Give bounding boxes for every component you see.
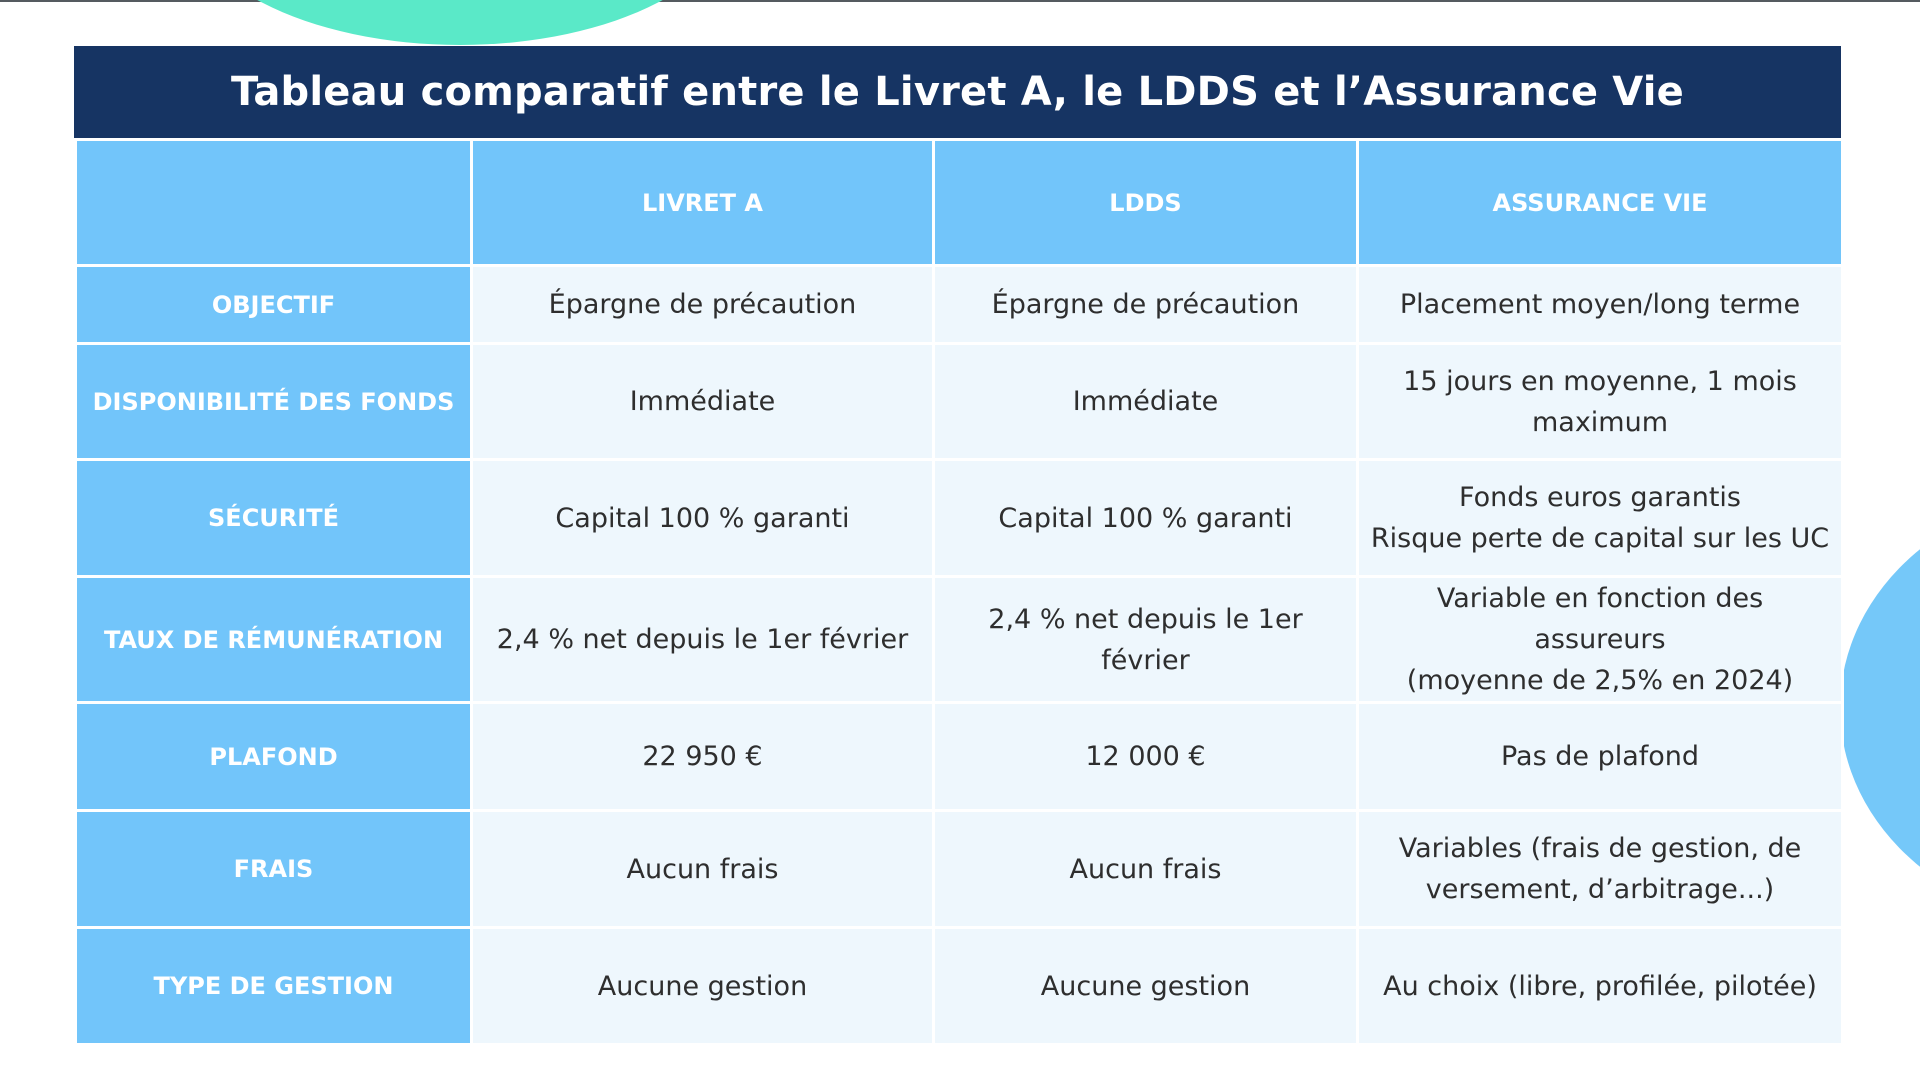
cell-text-line: Placement moyen/long terme	[1399, 289, 1801, 320]
cell-text-line: Épargne de précaution	[991, 289, 1300, 320]
table-cell	[1358, 460, 1843, 577]
cell-text-line: Épargne de précaution	[548, 289, 857, 320]
cell-text-line: Capital 100 % garanti	[555, 502, 850, 534]
column-header-ldds: LDDS	[934, 140, 1358, 266]
table-cell	[934, 577, 1358, 703]
table-cell	[934, 266, 1358, 344]
table-cell	[1358, 266, 1843, 344]
cell-text-line: Risque perte de capital sur les UC	[1370, 523, 1830, 554]
row-label: TAUX DE RÉMUNÉRATION	[76, 577, 472, 703]
table-cell	[934, 928, 1358, 1045]
cell-text-line: maximum	[1531, 406, 1669, 438]
table-cell	[934, 344, 1358, 460]
cell-text-line: 2,4 % net depuis le 1er février	[496, 624, 909, 655]
cell-text-line: versement, d’arbitrage...)	[1425, 874, 1775, 905]
table-cell	[472, 928, 934, 1045]
cell-text-line: Aucun frais	[1069, 853, 1222, 885]
table-cell	[1358, 703, 1843, 811]
cell-text-line: 15 jours en moyenne, 1 mois	[1403, 365, 1797, 397]
table-row-gestion	[76, 928, 1843, 1045]
row-label: OBJECTIF	[76, 266, 472, 344]
table-cell	[1358, 811, 1843, 928]
table-cell	[934, 811, 1358, 928]
table-cell	[934, 460, 1358, 577]
cell-text-line: Immédiate	[1072, 386, 1219, 417]
column-header-livret-a: LIVRET A	[472, 140, 934, 266]
table-cell	[472, 460, 934, 577]
header-row	[76, 140, 1843, 266]
column-header-assurance-vie: ASSURANCE VIE	[1358, 140, 1843, 266]
row-label: TYPE DE GESTION	[76, 928, 472, 1045]
comparison-table	[74, 138, 1844, 1046]
table-row-securite	[76, 460, 1843, 577]
table-cell	[472, 266, 934, 344]
cell-text-line: Aucune gestion	[1040, 970, 1251, 1002]
table-cell	[1358, 577, 1843, 703]
table-row-taux	[76, 577, 1843, 703]
table-cell	[472, 344, 934, 460]
table-cell	[472, 577, 934, 703]
table-cell	[1358, 928, 1843, 1045]
row-label: DISPONIBILITÉ DES FONDS	[76, 344, 472, 460]
row-label: SÉCURITÉ	[76, 460, 472, 577]
row-label: FRAIS	[76, 811, 472, 928]
cell-text-line: Aucune gestion	[597, 970, 808, 1002]
cell-text-line: 22 950 €	[642, 741, 763, 772]
cell-text-line: 2,4 % net depuis le 1er février	[988, 603, 1303, 676]
cell-text-line: Au choix (libre, profilée, pilotée)	[1383, 970, 1817, 1002]
cell-text-line: (moyenne de 2,5% en 2024)	[1406, 665, 1794, 696]
cell-text-line: Pas de plafond	[1500, 741, 1700, 772]
table-row-frais	[76, 811, 1843, 928]
blue-blob-decoration	[1840, 488, 1920, 928]
table-cell	[934, 703, 1358, 811]
cell-text-line: 12 000 €	[1085, 741, 1206, 772]
comparison-table-body	[76, 140, 1843, 1045]
table-row-objectif	[76, 266, 1843, 344]
teal-blob-decoration	[180, 0, 669, 45]
comparison-card	[74, 46, 1841, 1046]
cell-text-line: Capital 100 % garanti	[998, 502, 1293, 534]
cell-text-line: Fonds euros garantis	[1459, 482, 1741, 513]
header-corner-cell	[76, 140, 472, 266]
table-cell	[472, 703, 934, 811]
cell-text-line: Variables (frais de gestion, de	[1398, 833, 1802, 864]
table-row-plafond	[76, 703, 1843, 811]
row-label: PLAFOND	[76, 703, 472, 811]
table-cell	[472, 811, 934, 928]
cell-text-line: Aucun frais	[626, 853, 779, 885]
table-title: Tableau comparatif entre le Livret A, le LDDS et l’Assurance Vie	[74, 46, 1841, 138]
cell-text-line: Variable en fonction des assureurs	[1436, 583, 1764, 655]
cell-text-line: Immédiate	[629, 386, 776, 417]
table-row-disponibilite	[76, 344, 1843, 460]
table-cell	[1358, 344, 1843, 460]
